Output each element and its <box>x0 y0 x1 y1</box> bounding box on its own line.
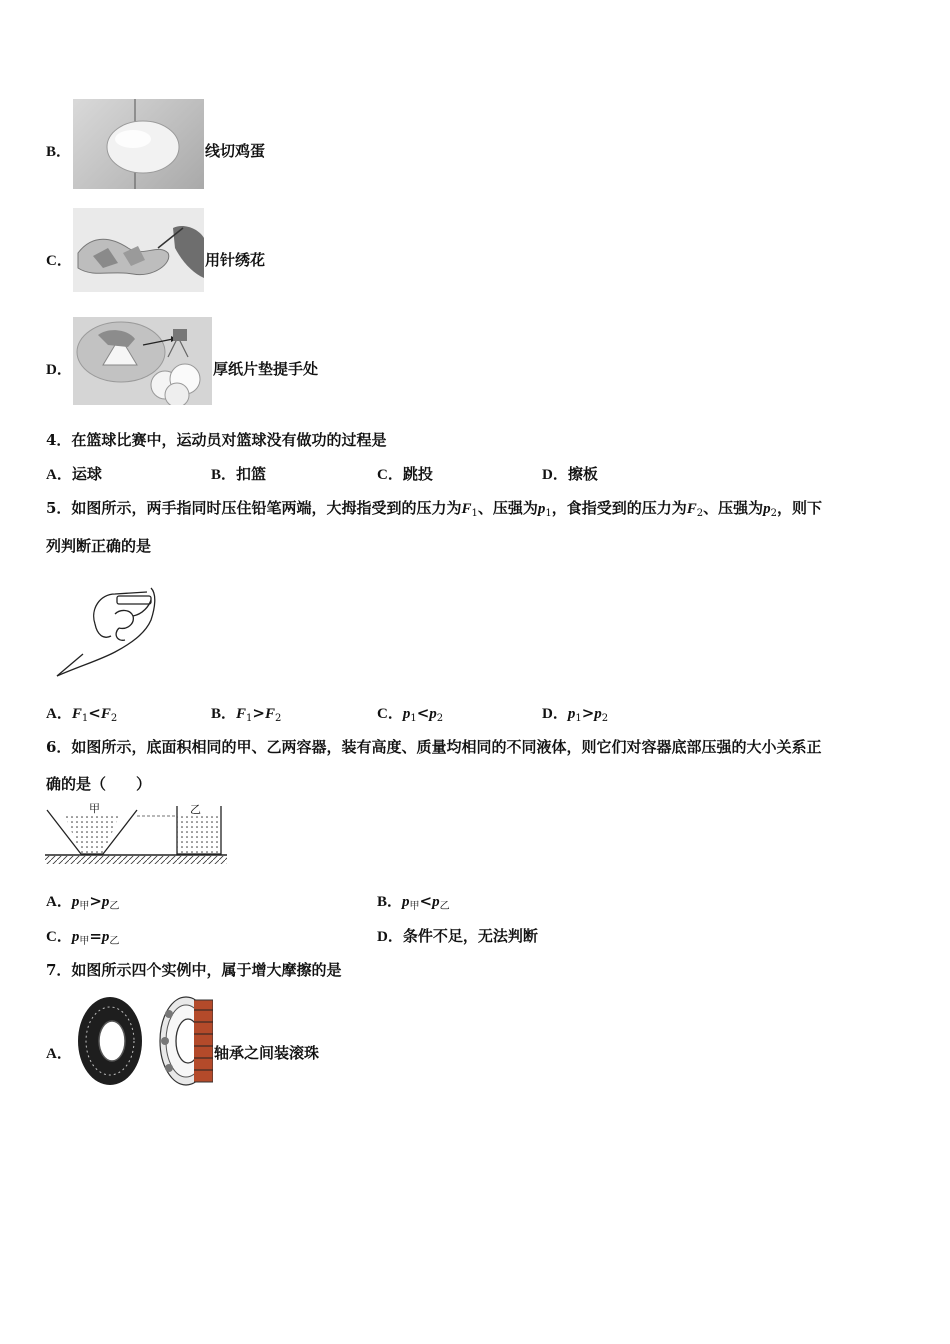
q4-option-c-text: 跳投 <box>402 465 433 483</box>
fingers-pencil-figure <box>55 584 163 684</box>
q5-option-b: B．$F_1>F_2$ <box>211 704 282 724</box>
q7-option-a-text: 轴承之间装滚珠 <box>214 1044 320 1062</box>
paper-pad-bag-photo <box>73 317 212 405</box>
container-yi-label: 乙 <box>190 803 201 816</box>
q5-option-c: C．$p_1<p_2$ <box>377 704 444 724</box>
q4-option-a-label: A． <box>46 467 72 483</box>
q6-option-b: B．$p_甲<p_乙$ <box>377 892 450 912</box>
q4-option-b-label: B． <box>211 467 237 483</box>
q4-option-a-text: 运球 <box>71 465 102 483</box>
q3-option-c-text: 用针绣花 <box>205 251 266 269</box>
q4-option-b-text: 扣篮 <box>236 465 267 483</box>
q4-option-d-label: D． <box>542 467 568 483</box>
q5-option-a: A．$F_1<F_2$ <box>46 704 118 724</box>
bearing-photo <box>76 994 213 1088</box>
q6-stem-line2: 确的是（ ） <box>46 775 152 793</box>
q4-option-a <box>46 463 102 484</box>
q6-option-a: A．$p_甲>p_乙$ <box>46 892 120 912</box>
q6-stem: 6．如图所示，底面积相同的甲、乙两容器，装有高度、质量均相同的不同液体，则它们对容器底部压强的大小关系正 <box>46 738 822 756</box>
q7-stem: 7．如图所示四个实例中，属于增大摩擦的是 <box>46 961 342 979</box>
q4-option-c <box>377 463 433 484</box>
q4-option-d-text: 擦板 <box>567 465 598 483</box>
q3-option-d-text: 厚纸片垫提手处 <box>213 360 319 378</box>
needle-embroidery-photo <box>73 208 204 292</box>
egg-wire-photo <box>73 99 204 189</box>
q6-option-c: C．$p_甲=p_乙$ <box>46 927 120 947</box>
q3-option-c-label: C． <box>46 253 72 269</box>
container-jia-label: 甲 <box>89 802 100 815</box>
q7-option-a-label: A． <box>46 1046 72 1062</box>
q4-option-d <box>542 463 598 484</box>
q6-option-d: D．条件不足，无法判断 <box>377 927 538 945</box>
q5-option-d: D．$p_1>p_2$ <box>542 704 609 724</box>
q3-option-d-label: D． <box>46 362 72 378</box>
q3-option-b-text: 线切鸡蛋 <box>205 142 266 160</box>
q4-stem: 4．在篮球比赛中，运动员对篮球没有做功的过程是 <box>46 431 387 449</box>
q5-stem-line2: 列判断正确的是 <box>46 537 152 555</box>
q4-option-c-label: C． <box>377 467 403 483</box>
q5-stem: 5．如图所示，两手指同时压住铅笔两端，大拇指受到的压力为$F_1$、压强为$p_1$，食指受到的压力为$F_2$、压强为$p_2$，则下 <box>46 499 823 519</box>
q3-option-b-label: B． <box>46 144 72 160</box>
q4-option-b <box>211 463 266 484</box>
